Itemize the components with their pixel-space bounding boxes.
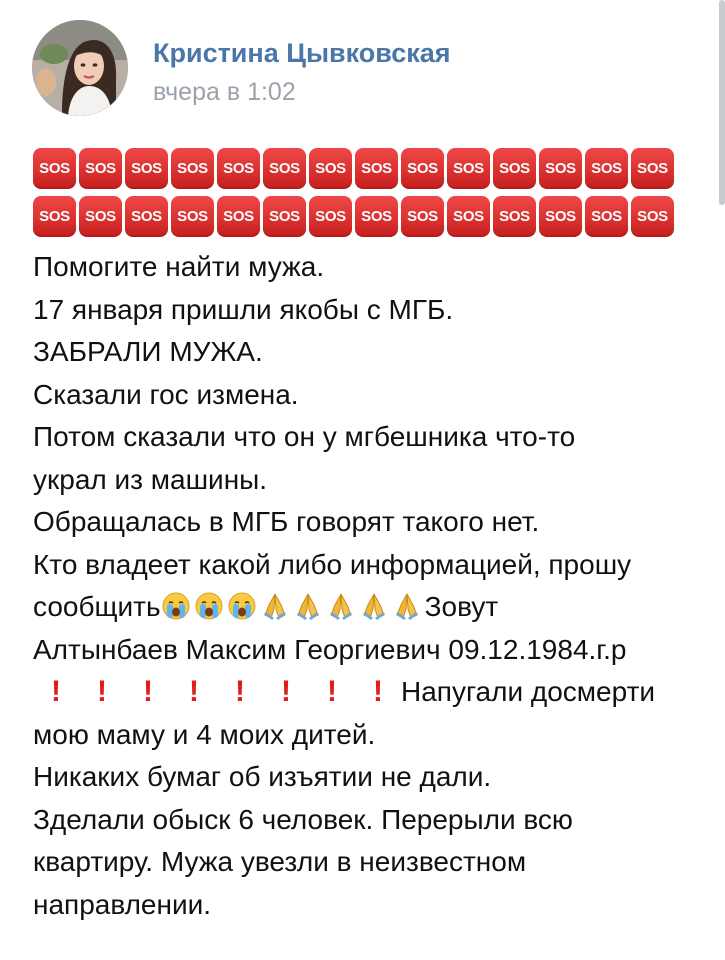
post-line: украл из машины. [33,463,268,495]
loudly-crying-face-icon [194,591,224,621]
scrollbar[interactable] [719,0,725,205]
exclamation-mark-icon: ! [143,675,153,708]
sos-emoji-icon: SOS [217,196,260,237]
post-line: Алтынбаев Максим Георгиевич 09.12.1984.г.р [33,633,627,665]
sos-emoji-icon: SOS [171,196,214,237]
post-line: Помогите найти мужа. [33,251,325,282]
post-line: ЗАБРАЛИ МУЖА. [33,336,263,367]
exclamation-mark-icon: ! [235,675,245,708]
exclamation-emoji-group [33,676,401,707]
sos-emoji-icon: SOS [217,148,260,189]
post-line: Потом сказали что он у мгбешника что-то [33,421,576,452]
exclamation-mark-icon: ! [97,675,107,708]
sos-emoji-icon: SOS [263,196,306,237]
sos-emoji-icon: SOS [585,148,628,189]
sos-emoji-icon: SOS [33,148,76,189]
praying-hands-emoji-group [260,591,425,622]
sos-emoji-icon: SOS [79,148,122,189]
loudly-crying-face-icon [227,591,257,621]
sos-emoji-icon: SOS [171,148,214,189]
post-text [33,246,698,926]
author-avatar[interactable] [32,20,128,116]
sos-emoji-icon: SOS [493,148,536,189]
folded-hands-icon [293,591,323,621]
sos-emoji-icon: SOS [401,148,444,189]
loudly-crying-face-icon [161,591,191,621]
author-name[interactable]: Кристина Цывковская [153,38,451,68]
post-text-fragment: Напугали досмерти [401,676,656,707]
post-line: Никаких бумаг об изъятии не дали. [33,761,492,792]
sos-emoji-icon: SOS [355,196,398,237]
post-line: квартиру. Мужа увезли в неизвестном [33,846,527,877]
sos-emoji-icon: SOS [585,196,628,237]
crying-emoji-group [161,591,260,622]
sos-emoji-row [33,196,674,237]
sos-emoji-icon: SOS [263,148,306,189]
post-line: 17 января пришли якобы с МГБ. [33,293,454,325]
sos-emoji-icon: SOS [447,148,490,189]
sos-emoji-icon: SOS [631,148,674,189]
folded-hands-icon [359,591,389,621]
sos-emoji-icon: SOS [631,196,674,237]
sos-emoji-icon: SOS [309,148,352,189]
post-line: Зделали обыск 6 человек. Перерыли всю [33,803,573,835]
post-header [32,20,692,120]
post-line [33,671,698,714]
sos-emoji-icon: SOS [539,196,582,237]
exclamation-mark-icon: ! [327,675,337,708]
sos-emoji-icon: SOS [401,196,444,237]
post-line: мою маму и 4 моих дитей. [33,718,376,750]
post-line: направлении. [33,888,212,920]
post-line: Кто владеет какой либо информацией, прошу [33,548,632,580]
sos-emoji-icon: SOS [79,196,122,237]
exclamation-mark-icon: ! [373,675,383,708]
sos-emoji-icon: SOS [493,196,536,237]
folded-hands-icon [326,591,356,621]
sos-emoji-icon: SOS [447,196,490,237]
sos-emoji-row [33,148,674,189]
sos-emoji-icon: SOS [539,148,582,189]
sos-emoji-icon: SOS [309,196,352,237]
sos-emoji-icon: SOS [125,196,168,237]
post-timestamp[interactable]: вчера в 1:02 [153,78,296,106]
folded-hands-icon [392,591,422,621]
post-line: Сказали гос измена. [33,378,299,410]
avatar-photo [32,20,128,116]
sos-emoji-icon: SOS [33,196,76,237]
post-text-fragment: Зовут [424,591,499,622]
exclamation-mark-icon: ! [51,675,61,708]
exclamation-mark-icon: ! [281,675,291,708]
exclamation-mark-icon: ! [189,675,199,708]
post-text-fragment: сообщить [33,591,161,622]
folded-hands-icon [260,591,290,621]
sos-emoji-icon: SOS [125,148,168,189]
sos-emoji-icon: SOS [355,148,398,189]
post-line: Обращалась в МГБ говорят такого нет. [33,506,540,537]
post-line [33,586,698,629]
